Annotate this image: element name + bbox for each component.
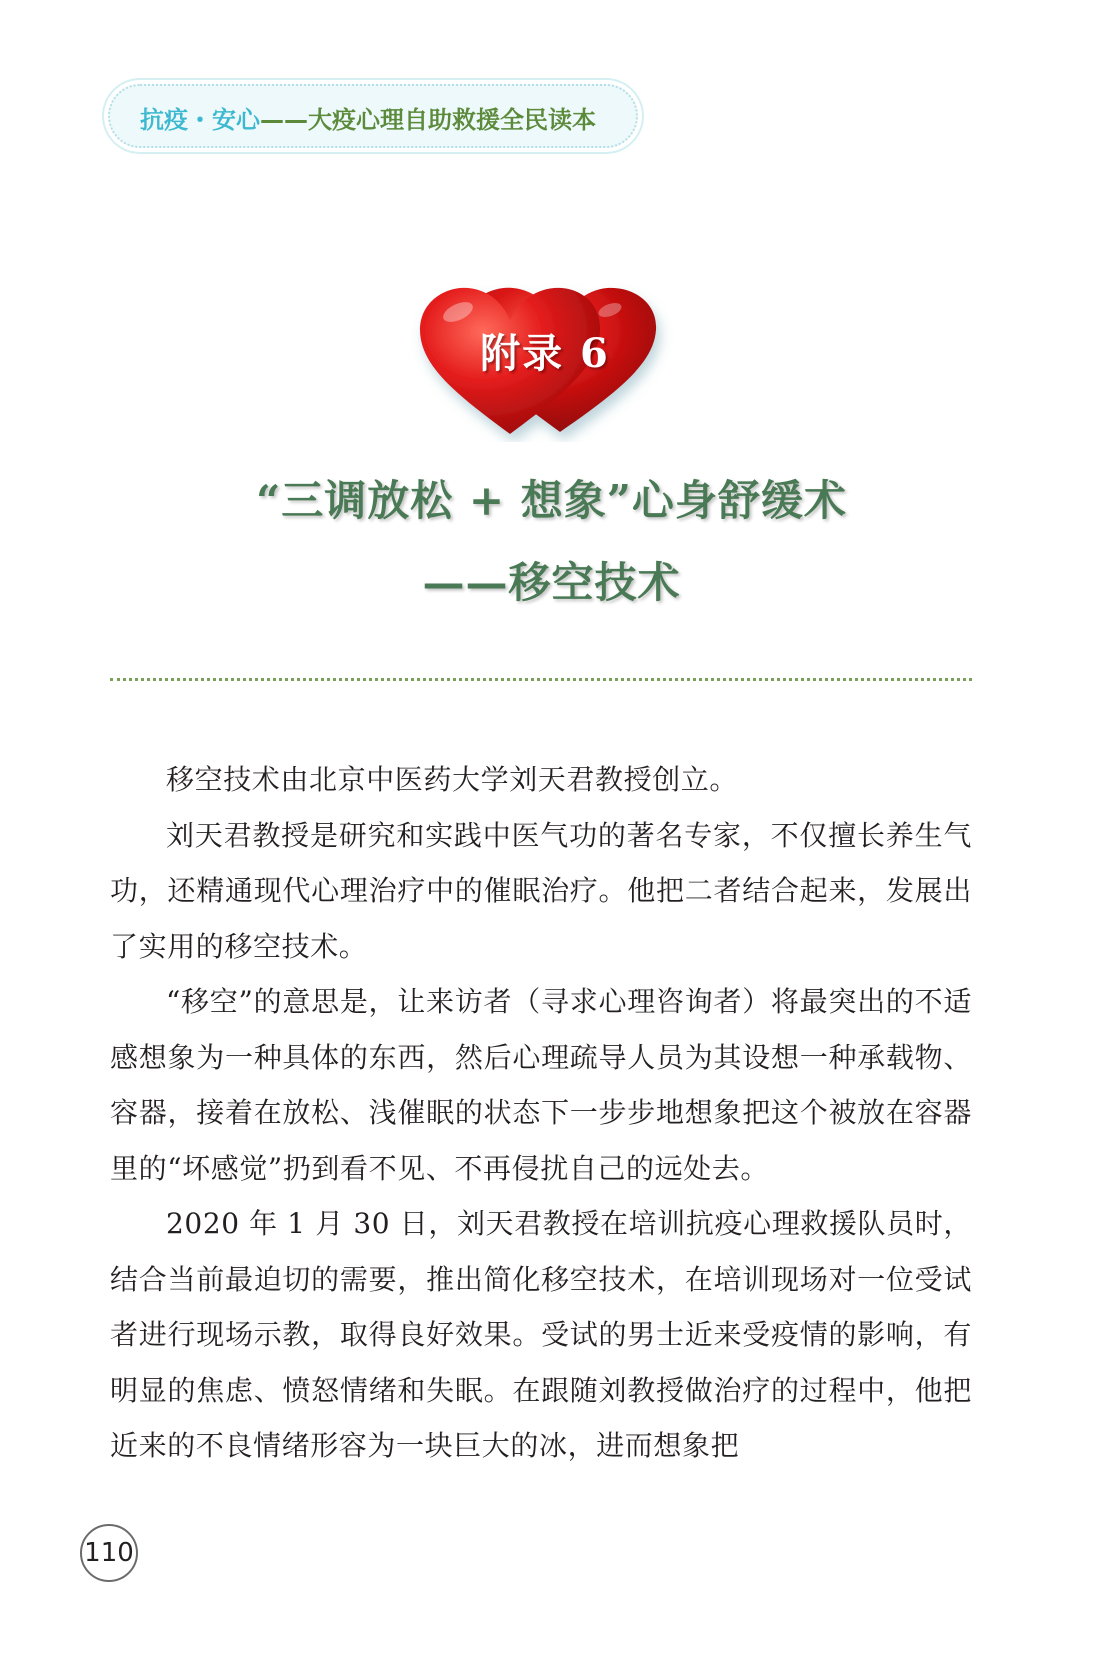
running-header [140, 100, 596, 135]
dotted-divider [110, 678, 972, 681]
paragraph: “移空”的意思是，让来访者（寻求心理咨询者）将最突出的不适感想象为一种具体的东西，然后心理疏导人员为其设想一种承载物、容器，接着在放松、浅催眠的状态下一步步地想象把这个被放在容器里的“坏感觉”扔到看不见、不再侵扰自己的远处去。 [110, 985, 972, 1185]
appendix-label: 附录 6 [480, 330, 610, 377]
paragraph: 移空技术由北京中医药大学刘天君教授创立。 [166, 763, 739, 796]
chapter-subtitle: ——移空技术 [422, 558, 681, 607]
page-number: 110 [80, 1524, 138, 1582]
body-text [110, 752, 972, 1474]
chapter-title: “三调放松 + 想象”心身舒缓术 [256, 476, 847, 525]
paragraph: 刘天君教授是研究和实践中医气功的著名专家，不仅擅长养生气功，还精通现代心理治疗中的催眠治疗。他把二者结合起来，发展出了实用的移空技术。 [110, 818, 972, 963]
paragraph: 2020 年 1 月 30 日，刘天君教授在培训抗疫心理救援队员时，结合当前最迫切的需要，推出简化移空技术，在培训现场对一位受试者进行现场示教，取得良好效果。受试的男士近来受疫情的影响，有明显的焦虑、愤怒情绪和失眠。在跟随刘教授做治疗的过程中，他把近来的不良情绪形容为一块巨大的冰，进而想象把 [110, 1207, 972, 1462]
appendix-hearts-badge [410, 282, 680, 442]
running-header-book-title: ——大疫心理自助救援全民读本 [260, 106, 596, 134]
running-header-banner [108, 84, 638, 148]
running-header-series: 抗疫・安心 [140, 106, 260, 134]
